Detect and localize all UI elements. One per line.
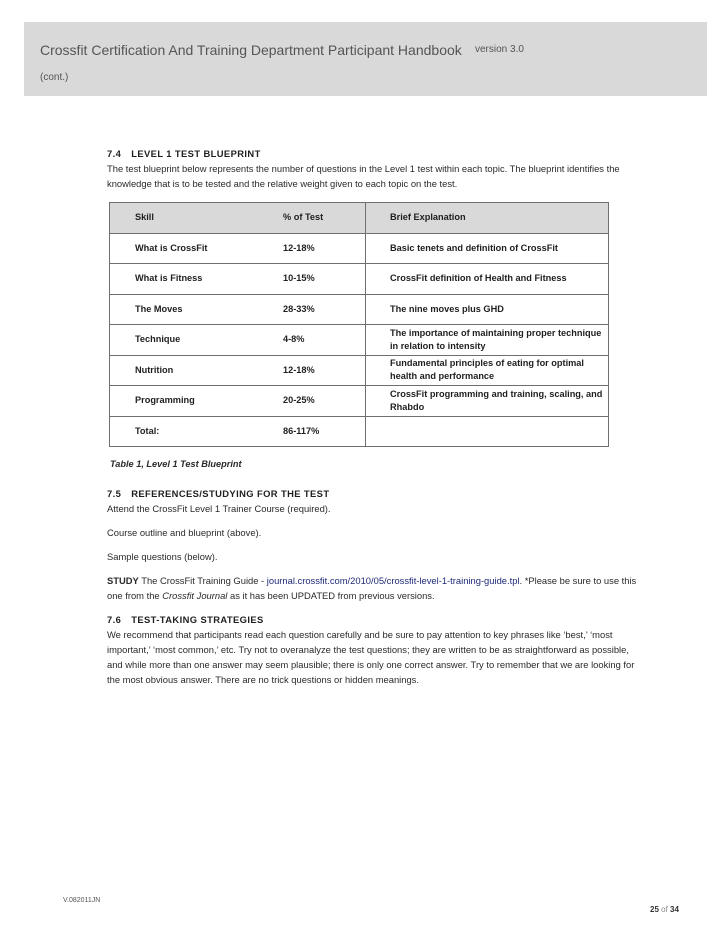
cell-skill: What is Fitness [110,264,281,295]
cell-skill: Technique [110,325,281,356]
current-page: 25 [650,905,659,914]
table-row [110,294,609,325]
cell-skill: Total: [110,416,281,447]
cell-explanation: CrossFit programming and training, scaling, and Rhabdo [366,386,609,417]
header-skill: Skill [110,203,281,234]
cell-skill: The Moves [110,294,281,325]
cell-percent: 12-18% [280,355,366,386]
section-title: LEVEL 1 TEST BLUEPRINT [131,148,261,159]
page-of: of [661,905,668,914]
header-percent: % of Test [280,203,366,234]
section-7-5-heading [107,486,647,501]
blueprint-table [109,202,609,447]
table-row [110,264,609,295]
document-code: V.082011JN [63,897,101,904]
section-title: TEST-TAKING STRATEGIES [131,614,264,625]
section-number: 7.5 [107,488,122,499]
section-7-5-para-2: Course outline and blueprint (above). [107,527,262,538]
cell-percent: 20-25% [280,386,366,417]
study-label: STUDY [107,575,139,586]
page-header [24,22,707,96]
section-title: REFERENCES/STUDYING FOR THE TEST [131,488,330,499]
journal-name: Crossfit Journal [162,590,228,601]
section-7-6-heading [107,612,647,627]
cell-explanation: Fundamental principles of eating for optimal health and performance [366,355,609,386]
study-after: . *Please be sure to use this one from the [107,575,637,601]
section-number: 7.6 [107,614,122,625]
cell-percent: 10-15% [280,264,366,295]
cell-explanation: CrossFit definition of Health and Fitness [366,264,609,295]
section-7-6-body: We recommend that participants read each question carefully and be sure to pay attention to key phrases like ‘best,’ ‘most important,’ ‘most common,’ etc. Try not to overanalyze the test questions; they are written to be as straightforward as possible, and while more than one answer may seem plausible; there is only one correct answer. Try to remember that we are looking for the most obvious answer. There are no trick questions or hidden meanings. [107,629,635,685]
study-guide-link[interactable]: journal.crossfit.com/2010/05/crossfit-level-1-training-guide.tpl [266,575,520,586]
cell-explanation [366,416,609,447]
section-7-5-para-1: Attend the CrossFit Level 1 Trainer Course (required). [107,503,331,514]
version-label: version 3.0 [475,44,524,55]
section-7-5-study [107,573,647,603]
cell-skill: Nutrition [110,355,281,386]
page-content [107,146,647,687]
study-end: as it has been UPDATED from previous versions. [227,590,435,601]
cell-percent: 28-33% [280,294,366,325]
table-row-total [110,416,609,447]
cell-explanation: Basic tenets and definition of CrossFit [366,233,609,264]
table-row [110,355,609,386]
page-number [650,905,679,914]
table-header-row [110,203,609,234]
cell-percent: 12-18% [280,233,366,264]
section-number: 7.4 [107,148,122,159]
section-7-5-para-3: Sample questions (below). [107,551,218,562]
cell-explanation: The importance of maintaining proper technique in relation to intensity [366,325,609,356]
table-row [110,325,609,356]
cell-percent: 86-117% [280,416,366,447]
cell-skill: Programming [110,386,281,417]
header-explanation: Brief Explanation [366,203,609,234]
section-7-4-body: The test blueprint below represents the number of questions in the Level 1 test within each topic. The blueprint identifies the knowledge that is to be tested and the relative weight given to each topic on the test. [107,163,620,189]
cell-skill: What is CrossFit [110,233,281,264]
cell-percent: 4-8% [280,325,366,356]
cell-explanation: The nine moves plus GHD [366,294,609,325]
section-7-4-heading [107,146,647,161]
table-caption: Table 1, Level 1 Test Blueprint [110,459,242,469]
handbook-title: Crossfit Certification And Training Department Participant Handbook [40,42,462,58]
table-row [110,233,609,264]
table-row [110,386,609,417]
total-pages: 34 [670,905,679,914]
study-text: The CrossFit Training Guide - [138,575,267,586]
continued-label: (cont.) [40,72,69,83]
